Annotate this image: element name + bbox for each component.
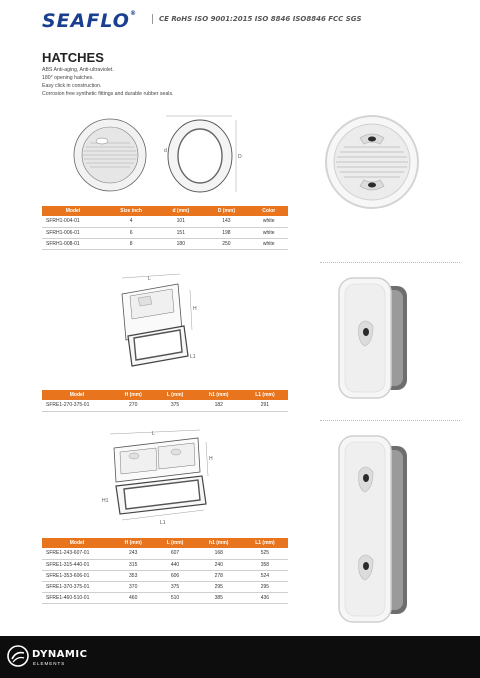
cell-D: 198	[203, 227, 249, 238]
table-header-row	[42, 538, 288, 548]
cell-L: 440	[154, 559, 195, 570]
dimension-label-L1: L1	[190, 354, 196, 360]
dimension-label-L1: L1	[160, 520, 166, 526]
cell-d: 101	[158, 216, 203, 227]
column-header: H (mm)	[112, 538, 154, 548]
column-header: Model	[42, 206, 104, 216]
table-row	[42, 570, 288, 581]
cell-L1: 524	[242, 570, 288, 581]
round-hatch-ring-drawing	[162, 112, 246, 198]
column-header: L (mm)	[154, 390, 195, 400]
cell-h1: 168	[196, 548, 242, 559]
dimension-label-L: L	[148, 276, 151, 282]
page-header	[0, 0, 480, 40]
column-header: L1 (mm)	[242, 538, 288, 548]
column-header: Color	[249, 206, 288, 216]
table-header-row	[42, 390, 288, 400]
rect-hatch-spec-table	[42, 390, 288, 412]
round-hatch-top-drawing	[70, 115, 154, 199]
section-divider	[320, 262, 460, 263]
cell-model: SFRE1-353-606-01	[42, 570, 112, 581]
cell-size: 4	[104, 216, 158, 227]
dynamic-elements-logo-icon	[6, 644, 30, 668]
cell-L1: 358	[242, 559, 288, 570]
cell-L: 375	[154, 581, 195, 592]
cell-L1: 525	[242, 548, 288, 559]
cell-L1: 436	[242, 592, 288, 603]
table-header-row	[42, 206, 288, 216]
cell-D: 143	[203, 216, 249, 227]
table-row	[42, 216, 288, 227]
table-row	[42, 548, 288, 559]
cell-H: 243	[112, 548, 154, 559]
table-row	[42, 581, 288, 592]
cell-model: SFRH1-008-01	[42, 238, 104, 249]
dimension-label-H1: H1	[102, 498, 109, 504]
round-hatch-spec-table	[42, 206, 288, 250]
rect-hatch-photo	[333, 274, 417, 404]
double-rect-hatch-photo	[333, 432, 417, 628]
cell-d: 180	[158, 238, 203, 249]
column-header: Size inch	[104, 206, 158, 216]
cell-model: SFRH1-006-01	[42, 227, 104, 238]
cell-size: 8	[104, 238, 158, 249]
cell-D: 250	[203, 238, 249, 249]
cell-L: 510	[154, 592, 195, 603]
column-header: L (mm)	[154, 538, 195, 548]
page-title: HATCHES	[42, 50, 104, 65]
table-row	[42, 227, 288, 238]
table-row	[42, 238, 288, 249]
cell-L: 607	[154, 548, 195, 559]
column-header: h1 (mm)	[196, 538, 242, 548]
column-header: Model	[42, 538, 112, 548]
brand-logo: SEAFLO®	[42, 10, 137, 32]
table-row	[42, 400, 288, 411]
cell-H: 315	[112, 559, 154, 570]
cell-color: white	[249, 216, 288, 227]
column-header: Model	[42, 390, 112, 400]
dimension-label-d: d	[164, 148, 167, 154]
cell-model: SFRE1-315-440-01	[42, 559, 112, 570]
cell-L1: 295	[242, 581, 288, 592]
table-row	[42, 592, 288, 603]
cell-h1: 278	[196, 570, 242, 581]
column-header: d (mm)	[158, 206, 203, 216]
cell-model: SFRE1-460-510-01	[42, 592, 112, 603]
cell-color: white	[249, 238, 288, 249]
cell-d: 151	[158, 227, 203, 238]
double-rect-hatch-spec-table	[42, 538, 288, 604]
cell-model: SFRE1-370-375-01	[42, 581, 112, 592]
dimension-label-L: L	[152, 431, 155, 437]
cell-L: 375	[154, 400, 195, 411]
section-divider	[320, 420, 460, 421]
dimension-label-H: H	[209, 456, 213, 462]
round-hatch-photo	[322, 112, 422, 212]
dimension-label-D: D	[238, 154, 242, 160]
feature-item: Corrosion free synthetic fittings and durable rubber seals.	[42, 91, 174, 97]
cell-h1: 295	[196, 581, 242, 592]
cell-model: SFRE1-270-375-01	[42, 400, 112, 411]
column-header: D (mm)	[203, 206, 249, 216]
feature-item: Easy click in construction.	[42, 83, 102, 89]
cell-size: 6	[104, 227, 158, 238]
cell-model: SFRH1-004-01	[42, 216, 104, 227]
column-header: L1 (mm)	[242, 390, 288, 400]
column-header: H (mm)	[112, 390, 154, 400]
double-rect-hatch-drawing	[100, 428, 218, 532]
cell-model: SFRE1-243-607-01	[42, 548, 112, 559]
feature-item: ABS Anti-aging, Anti-ultraviolet.	[42, 67, 114, 73]
cell-h1: 385	[196, 592, 242, 603]
certification-marks: CE RoHS ISO 9001:2015 ISO 8846 ISO8846 FCC SGS	[152, 14, 362, 24]
cell-H: 460	[112, 592, 154, 603]
cell-L1: 291	[242, 400, 288, 411]
table-row	[42, 559, 288, 570]
cell-H: 370	[112, 581, 154, 592]
cell-h1: 240	[196, 559, 242, 570]
feature-item: 180° opening hatches.	[42, 75, 94, 81]
feature-list	[42, 66, 174, 98]
page-footer	[0, 636, 480, 678]
dimension-label-H: H	[193, 306, 197, 312]
rect-hatch-drawing	[108, 272, 212, 376]
cell-H: 353	[112, 570, 154, 581]
cell-color: white	[249, 227, 288, 238]
cell-H: 270	[112, 400, 154, 411]
footer-brand-line2: ELEMENTS	[33, 661, 66, 666]
cell-h1: 182	[196, 400, 242, 411]
cell-L: 606	[154, 570, 195, 581]
column-header: h1 (mm)	[196, 390, 242, 400]
footer-brand-line1: DYNAMIC	[32, 649, 88, 660]
